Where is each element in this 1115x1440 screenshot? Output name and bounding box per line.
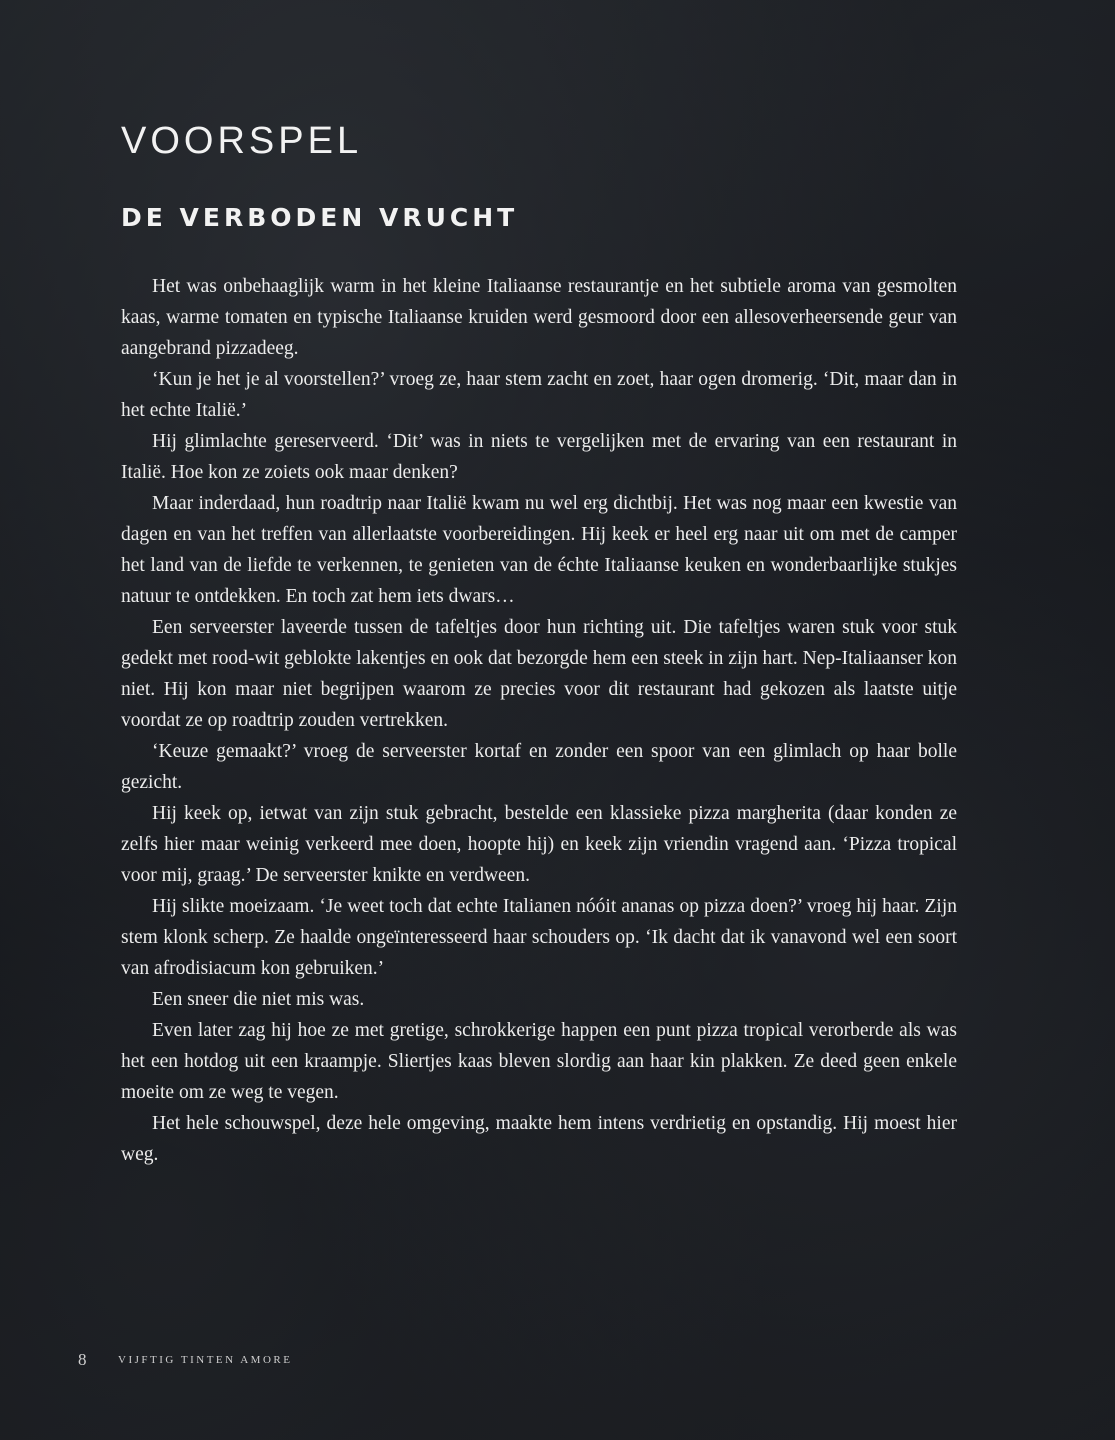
paragraph: ‘Kun je het je al voorstellen?’ vroeg ze, haar stem zacht en zoet, haar ogen dromerig. ‘Dit, maar dan in het echte Italië.’ [121,369,957,421]
paragraph: Een serveerster laveerde tussen de tafeltjes door hun richting uit. Die tafeltjes waren stuk voor stuk gedekt met rood-wit geblokte lakentjes en ook dat bezorgde hem een steek in zijn hart. Nep-Italiaanser kon niet. Hij kon maar niet begrijpen waarom ze precies voor dit restaurant had gekozen als laatste uitje voordat ze op roadtrip zouden vertrekken. [121,617,957,731]
paragraph: Het hele schouwspel, deze hele omgeving, maakte hem intens verdrietig en opstandig. Hij moest hier weg. [121,1113,957,1165]
paragraph: Even later zag hij hoe ze met gretige, schrokkerige happen een punt pizza tropical verorberde als was het een hotdog uit een kraampje. Sliertjes kaas bleven slordig aan haar kin plakken. Ze deed geen enkele moeite om ze weg te vegen. [121,1020,957,1103]
section-title: DE VERBODEN VRUCHT [121,203,519,232]
page-footer [78,1350,292,1370]
paragraph: ‘Keuze gemaakt?’ vroeg de serveerster kortaf en zonder een spoor van een glimlach op haar bolle gezicht. [121,741,957,793]
body-text [121,271,957,1170]
running-title: VIJFTIG TINTEN AMORE [118,1354,293,1366]
paragraph: Hij glimlachte gereserveerd. ‘Dit’ was in niets te vergelijken met de ervaring van een restaurant in Italië. Hoe kon ze zoiets ook maar denken? [121,431,957,483]
paragraph: Een sneer die niet mis was. [152,989,365,1010]
page-number: 8 [78,1350,87,1369]
chapter-title: VOORSPEL [121,120,363,162]
paragraph: Maar inderdaad, hun roadtrip naar Italië kwam nu wel erg dichtbij. Het was nog maar een kwestie van dagen en van het treffen van allerlaatste voorbereidingen. Hij keek er heel erg naar uit om met de camper het land van de liefde te verkennen, te genieten van de échte Italiaanse keuken en wonderbaarlijke stukjes natuur te ontdekken. En toch zat hem iets dwars… [121,493,957,607]
paragraph: Hij slikte moeizaam. ‘Je weet toch dat echte Italianen nóóit ananas op pizza doen?’ vroeg hij haar. Zijn stem klonk scherp. Ze haalde ongeïnteresseerd haar schouders op. ‘Ik dacht dat ik vanavond wel een soort van afrodisiacum kon gebruiken.’ [121,896,957,979]
paragraph: Het was onbehaaglijk warm in het kleine Italiaanse restaurantje en het subtiele aroma van gesmolten kaas, warme tomaten en typische Italiaanse kruiden werd gesmoord door een allesoverheersende geur van aangebrand pizzadeeg. [121,276,957,359]
paragraph: Hij keek op, ietwat van zijn stuk gebracht, bestelde een klassieke pizza margherita (daar konden ze zelfs hier maar weinig verkeerd mee doen, hoopte hij) en keek zijn vriendin vragend aan. ‘Pizza tropical voor mij, graag.’ De serveerster knikte en verdween. [121,803,957,886]
